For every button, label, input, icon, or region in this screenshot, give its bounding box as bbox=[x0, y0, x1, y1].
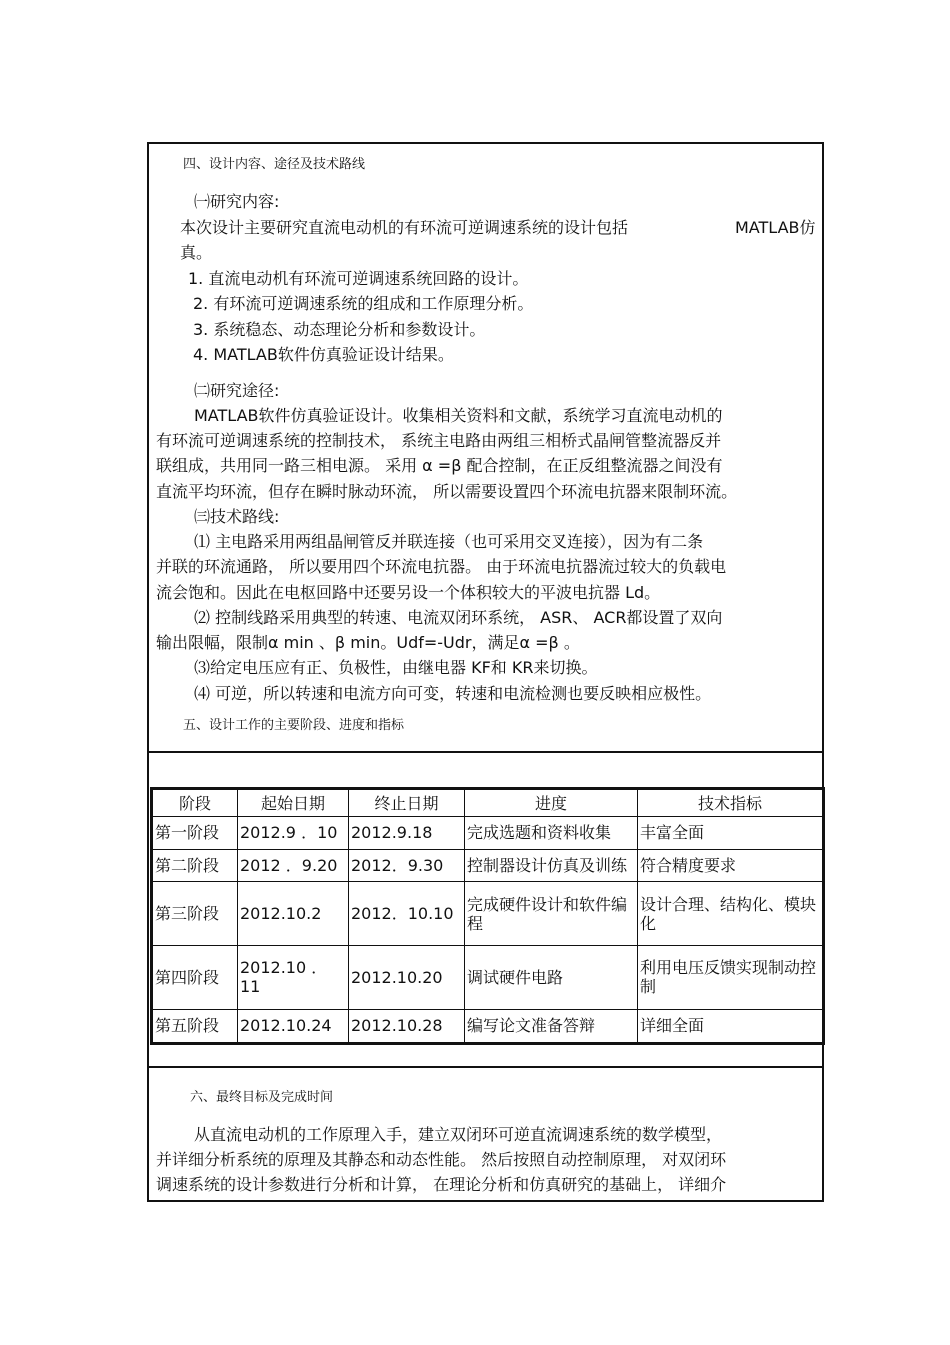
cell-tech: 利用电压反馈实现制动控制 bbox=[638, 946, 824, 1010]
header-progress: 进度 bbox=[465, 789, 638, 817]
cell-stage: 第三阶段 bbox=[152, 882, 238, 946]
content-item: 3. 系统稳态、动态理论分析和参数设计。 bbox=[193, 320, 486, 339]
approach-line: 联组成，共用同一路三相电源。 采用 α =β 配合控制，在正反组整流器之间没有 bbox=[156, 456, 723, 475]
cell-end: 2012.10.20 bbox=[349, 946, 465, 1010]
cell-start: 2012.10 ．11 bbox=[238, 946, 349, 1010]
route-line: ⑴ 主电路采用两组晶闸管反并联连接（也可采用交叉连接），因为有二条 bbox=[194, 532, 704, 551]
content-heading: ㈠研究内容: bbox=[194, 192, 280, 211]
cell-start: 2012 ．9.20 bbox=[238, 849, 349, 882]
table-row bbox=[152, 849, 824, 882]
cell-stage: 第五阶段 bbox=[152, 1009, 238, 1043]
schedule-table bbox=[150, 787, 825, 1045]
section6-title: 六、最终目标及完成时间 bbox=[190, 1090, 334, 1105]
cell-stage: 第二阶段 bbox=[152, 849, 238, 882]
divider-line bbox=[147, 1066, 824, 1068]
goal-line: 并详细分析系统的原理及其静态和动态性能。 然后按照自动控制原理， 对双闭环 bbox=[156, 1150, 727, 1169]
goal-line: 调速系统的设计参数进行分析和计算， 在理论分析和仿真研究的基础上， 详细介 bbox=[156, 1175, 727, 1194]
table-row bbox=[152, 946, 824, 1010]
cell-end: 2012.9.18 bbox=[349, 817, 465, 850]
approach-line: 有环流可逆调速系统的控制技术， 系统主电路由两组三相桥式晶闸管整流器反并 bbox=[156, 431, 722, 450]
section5-title: 五、设计工作的主要阶段、进度和指标 bbox=[183, 718, 405, 733]
cell-stage: 第四阶段 bbox=[152, 946, 238, 1010]
goal-line: 从直流电动机的工作原理入手，建立双闭环可逆直流调速系统的数学模型， bbox=[194, 1125, 723, 1144]
cell-stage: 第一阶段 bbox=[152, 817, 238, 850]
cell-progress: 完成硬件设计和软件编程 bbox=[465, 882, 638, 946]
cell-tech: 丰富全面 bbox=[638, 817, 824, 850]
route-line: 输出限幅，限制α min 、β min。Udf=-Udr，满足α =β 。 bbox=[156, 633, 580, 652]
content-intro-matlab: MATLAB仿 bbox=[735, 218, 816, 237]
content-item: 1. 直流电动机有环流可逆调速系统回路的设计。 bbox=[188, 269, 529, 288]
cell-start: 2012.9 ．10 bbox=[238, 817, 349, 850]
cell-start: 2012.10.2 bbox=[238, 882, 349, 946]
route-line: ⑷ 可逆，所以转速和电流方向可变，转速和电流检测也要反映相应极性。 bbox=[194, 684, 712, 703]
header-stage: 阶段 bbox=[152, 789, 238, 817]
table-header-row bbox=[152, 789, 824, 817]
route-line: 流会饱和。因此在电枢回路中还要另设一个体积较大的平波电抗器 Ld。 bbox=[156, 583, 661, 602]
route-line: 并联的环流通路， 所以要用四个环流电抗器。 由于环流电抗器流过较大的负载电 bbox=[156, 557, 727, 576]
cell-end: 2012.10.28 bbox=[349, 1009, 465, 1043]
content-intro-1: 本次设计主要研究直流电动机的有环流可逆调速系统的设计包括 bbox=[180, 218, 629, 237]
section4-title: 四、设计内容、途径及技术路线 bbox=[183, 157, 366, 172]
header-start-date: 起始日期 bbox=[238, 789, 349, 817]
content-intro-2: 真。 bbox=[180, 243, 213, 262]
route-heading: ㈢技术路线: bbox=[194, 507, 280, 526]
cell-start: 2012.10.24 bbox=[238, 1009, 349, 1043]
approach-line: 直流平均环流，但存在瞬时脉动环流， 所以需要设置四个环流电抗器来限制环流。 bbox=[156, 482, 738, 501]
cell-progress: 调试硬件电路 bbox=[465, 946, 638, 1010]
cell-tech: 设计合理、结构化、模块化 bbox=[638, 882, 824, 946]
cell-tech: 符合精度要求 bbox=[638, 849, 824, 882]
approach-line: MATLAB软件仿真验证设计。收集相关资料和文献，系统学习直流电动机的 bbox=[194, 406, 723, 425]
table-row bbox=[152, 817, 824, 850]
cell-end: 2012．10.10 bbox=[349, 882, 465, 946]
header-end-date: 终止日期 bbox=[349, 789, 465, 817]
cell-progress: 控制器设计仿真及训练 bbox=[465, 849, 638, 882]
divider-line bbox=[147, 751, 824, 753]
route-line: ⑶给定电压应有正、负极性，由继电器 KF和 KR来切换。 bbox=[194, 658, 598, 677]
table-row bbox=[152, 882, 824, 946]
cell-tech: 详细全面 bbox=[638, 1009, 824, 1043]
approach-heading: ㈡研究途径: bbox=[194, 381, 280, 400]
header-tech-index: 技术指标 bbox=[638, 789, 824, 817]
content-item: 2. 有环流可逆调速系统的组成和工作原理分析。 bbox=[193, 294, 534, 313]
content-item: 4. MATLAB软件仿真验证设计结果。 bbox=[193, 345, 454, 364]
cell-progress: 完成选题和资料收集 bbox=[465, 817, 638, 850]
table-row bbox=[152, 1009, 824, 1043]
route-line: ⑵ 控制线路采用典型的转速、电流双闭环系统， ASR、 ACR都设置了双向 bbox=[194, 608, 723, 627]
cell-end: 2012．9.30 bbox=[349, 849, 465, 882]
cell-progress: 编写论文准备答辩 bbox=[465, 1009, 638, 1043]
